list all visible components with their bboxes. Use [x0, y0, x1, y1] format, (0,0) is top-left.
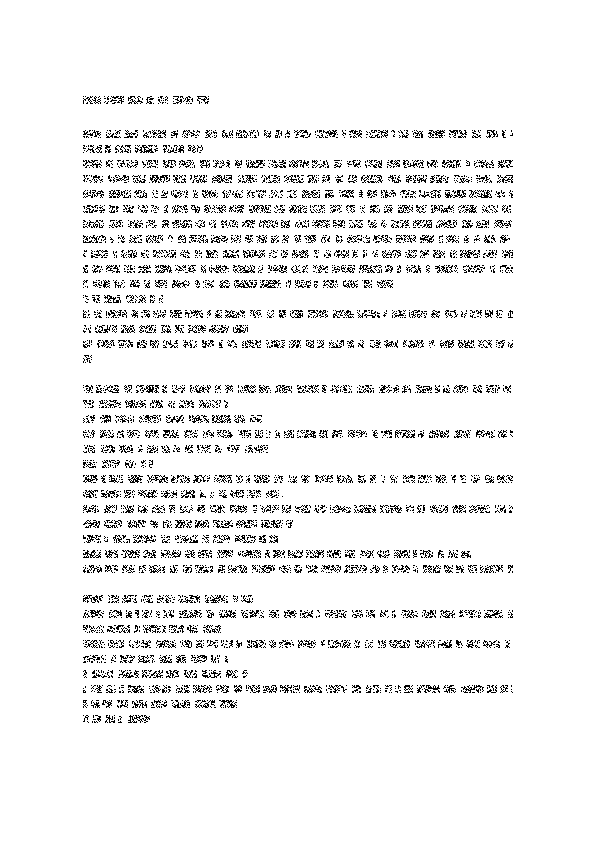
text-glyphs [83, 475, 513, 483]
text-glyphs [83, 595, 253, 603]
text-glyphs [83, 445, 268, 453]
text-line [83, 130, 513, 138]
text-glyphs [83, 340, 513, 348]
text-glyphs [83, 550, 473, 558]
text-line [83, 325, 248, 333]
text-glyphs [83, 130, 513, 138]
text-glyphs [83, 205, 513, 213]
text-glyphs [83, 565, 513, 573]
document-title [83, 96, 211, 104]
text-glyphs [83, 700, 238, 708]
text-line [83, 340, 513, 348]
text-glyphs [83, 385, 513, 393]
text-line [83, 235, 513, 243]
text-line [83, 280, 393, 288]
text-line [83, 610, 513, 618]
text-glyphs [83, 640, 513, 648]
text-glyphs [83, 220, 513, 228]
text-line [83, 145, 203, 153]
text-line [83, 415, 263, 423]
text-glyphs [83, 235, 513, 243]
text-line [83, 385, 513, 393]
text-line [83, 670, 248, 678]
text-line [83, 175, 513, 183]
text-glyphs [83, 520, 293, 528]
text-glyphs [83, 280, 393, 288]
text-glyphs [83, 715, 153, 723]
text-line [83, 475, 513, 483]
text-line [83, 355, 93, 363]
text-glyphs [83, 655, 228, 663]
text-glyphs [83, 145, 203, 153]
text-glyphs [83, 460, 153, 468]
text-line [83, 400, 228, 408]
text-glyphs [83, 505, 513, 513]
text-glyphs [83, 160, 513, 168]
text-line [83, 160, 513, 168]
text-glyphs [83, 265, 513, 273]
text-glyphs [83, 490, 283, 498]
text-line [83, 430, 513, 438]
text-glyphs [83, 535, 278, 543]
text-glyphs [83, 670, 248, 678]
text-line [83, 565, 513, 573]
text-glyphs [83, 415, 263, 423]
text-line [83, 640, 513, 648]
text-line [83, 265, 513, 273]
text-line [83, 655, 228, 663]
text-glyphs [83, 685, 513, 693]
text-line [83, 220, 513, 228]
text-line [83, 595, 253, 603]
text-line [83, 700, 238, 708]
text-line [83, 445, 268, 453]
text-line [83, 520, 293, 528]
text-glyphs [83, 430, 513, 438]
text-glyphs [83, 610, 513, 618]
text-line [83, 685, 513, 693]
text-line [83, 295, 163, 303]
text-line [83, 535, 278, 543]
text-line [83, 250, 513, 258]
text-glyphs [83, 250, 513, 258]
text-glyphs [83, 310, 513, 318]
text-line [83, 205, 513, 213]
text-line [83, 460, 153, 468]
text-glyphs [83, 400, 228, 408]
text-line [83, 550, 473, 558]
text-line [83, 505, 513, 513]
text-glyphs [83, 295, 163, 303]
text-glyphs [83, 190, 513, 198]
text-glyphs [83, 175, 513, 183]
text-line [83, 490, 283, 498]
text-glyphs [83, 355, 93, 363]
text-line [83, 625, 223, 633]
text-line [83, 715, 153, 723]
text-line [83, 310, 513, 318]
text-glyphs [83, 625, 223, 633]
text-line [83, 190, 513, 198]
text-glyphs [83, 325, 248, 333]
title-glyphs [83, 96, 211, 104]
